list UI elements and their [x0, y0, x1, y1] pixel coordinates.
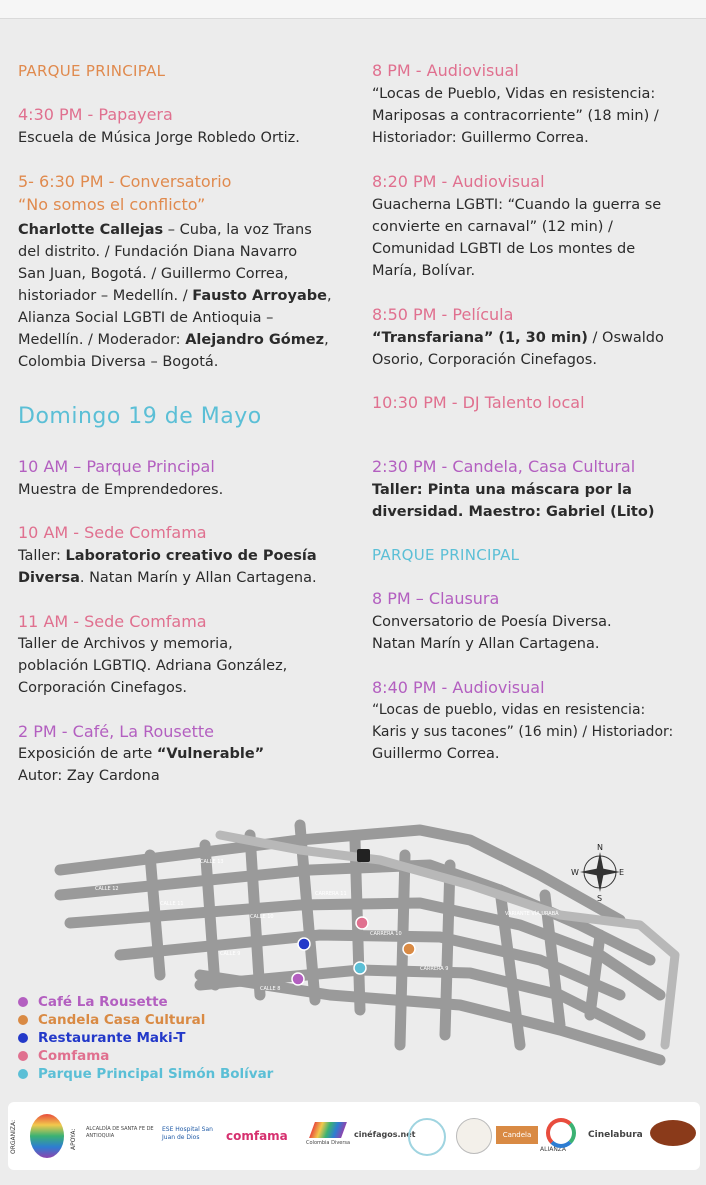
- section-title: PARQUE PRINCIPAL: [372, 546, 520, 564]
- event-text: [18, 545, 317, 568]
- street-label: CARRERA 11: [315, 891, 347, 897]
- event-text: Taller de Archivos y memoria,: [18, 636, 233, 652]
- top-bar: [0, 0, 706, 19]
- text: historiador – Medellín. /: [18, 288, 193, 304]
- event-text: Karis y sus tacones” (16 min) / Historiador:: [372, 724, 674, 740]
- event-text: convierte en carnaval” (12 min) /: [372, 219, 613, 235]
- logo-candela: Candela: [496, 1126, 538, 1144]
- text: / Oswaldo: [587, 330, 664, 346]
- compass-e: E: [619, 868, 625, 877]
- legend-item: [18, 1065, 273, 1083]
- event-title: 10:30 PM - DJ Talento local: [372, 393, 585, 412]
- event-text: Guillermo Correa.: [372, 746, 500, 762]
- event-text: Osorio, Corporación Cinefagos.: [372, 352, 597, 368]
- event-text: [372, 479, 632, 502]
- compass-w: W: [571, 868, 579, 877]
- apoya-label: APOYA:: [70, 1128, 77, 1150]
- text: Exposición de arte: [18, 746, 157, 762]
- event-title: 8 PM - Audiovisual: [372, 61, 519, 80]
- event-title: 4:30 PM - Papayera: [18, 105, 173, 124]
- circle-logo-icon: [408, 1118, 446, 1156]
- map-legend: [18, 993, 273, 1083]
- legend-label: Candela Casa Cultural: [38, 1012, 206, 1028]
- event-title: 8:40 PM - Audiovisual: [372, 678, 545, 697]
- event-text: Autor: Zay Cardona: [18, 768, 160, 784]
- marker-cafe-la-rousette[interactable]: [292, 973, 304, 985]
- event-title: 8:20 PM - Audiovisual: [372, 172, 545, 191]
- logo-colombia-diversa: Colombia Diversa: [306, 1140, 351, 1146]
- event-text: población LGBTIQ. Adriana González,: [18, 658, 288, 674]
- street-label: CALLE 10: [250, 914, 274, 920]
- speaker-name: Fausto Arroyabe: [192, 288, 327, 304]
- event-title: 5- 6:30 PM - Conversatorio: [18, 172, 232, 191]
- day-heading: Domingo 19 de Mayo: [18, 404, 262, 429]
- logo-comfama: comfama: [226, 1129, 288, 1143]
- street-label: CALLE 9: [220, 951, 241, 957]
- colombia-diversa-flag-icon: [309, 1122, 347, 1138]
- event-text: San Juan, Bogotá. / Guillermo Correa,: [18, 266, 289, 282]
- workshop-name: Taller: Pinta una máscara por la: [372, 482, 632, 498]
- logo-alcaldia: ALCALDÍA DE SANTA FE DE ANTIOQUIA: [86, 1126, 154, 1139]
- event-title: 11 AM - Sede Comfama: [18, 612, 207, 631]
- compass-n: N: [597, 843, 603, 852]
- event-text: [372, 501, 654, 524]
- legend-item: [18, 1047, 273, 1065]
- event-text: “Locas de Pueblo, Vidas en resistencia:: [372, 86, 656, 102]
- legend-dot: [18, 1033, 28, 1043]
- legend-item: [18, 1029, 273, 1047]
- organiza-label: ORGANIZA:: [10, 1119, 17, 1154]
- event-text: María, Bolívar.: [372, 263, 476, 279]
- sponsor-logos: [8, 1102, 700, 1170]
- street-label: CARRERA 10: [370, 931, 402, 937]
- legend-item: [18, 993, 273, 1011]
- legend-dot: [18, 1051, 28, 1061]
- street-label: CALLE 13: [200, 859, 224, 865]
- marker-parque[interactable]: [354, 962, 366, 974]
- event-title: 2 PM - Café, La Rousette: [18, 722, 214, 741]
- legend-dot: [18, 1069, 28, 1079]
- legend-label: Comfama: [38, 1048, 110, 1064]
- logo-alianza: ALIANZA: [540, 1146, 567, 1153]
- text: Taller:: [18, 548, 66, 564]
- legend-label: Restaurante Maki-T: [38, 1030, 186, 1046]
- event-text: [18, 219, 312, 242]
- event-text: Comunidad LGBTI de Los montes de: [372, 241, 636, 257]
- event-text: Alianza Social LGBTI de Antioquia –: [18, 310, 274, 326]
- event-text: Natan Marín y Allan Cartagena.: [372, 636, 600, 652]
- event-text: Escuela de Música Jorge Robledo Ortiz.: [18, 130, 300, 146]
- text: ,: [326, 288, 332, 304]
- street-label: CALLE 12: [95, 886, 119, 892]
- event-text: Guacherna LGBTI: “Cuando la guerra se: [372, 197, 662, 213]
- street-label: VARIANTE VÍA URABÁ: [505, 911, 559, 917]
- event-text: Colombia Diversa – Bogotá.: [18, 354, 219, 370]
- marker-maki-t[interactable]: [298, 938, 310, 950]
- street-label: CARRERA 9: [420, 966, 449, 972]
- speaker-name: Alejandro Gómez: [185, 332, 325, 348]
- bus-stop-icon: [357, 849, 370, 862]
- event-text: [18, 329, 329, 352]
- speaker-name: Charlotte Callejas: [18, 222, 164, 238]
- street-label: CALLE 11: [160, 901, 184, 907]
- text: Medellín. / Moderador:: [18, 332, 186, 348]
- event-title: 2:30 PM - Candela, Casa Cultural: [372, 457, 636, 476]
- event-text: del distrito. / Fundación Diana Navarro: [18, 244, 298, 260]
- text: – Cuba, la voz Trans: [163, 222, 312, 238]
- workshop-name: diversidad. Maestro: Gabriel (Lito): [372, 504, 655, 520]
- logo-hospital: ESE Hospital San Juan de Dios: [162, 1126, 213, 1141]
- event-text: [18, 567, 317, 590]
- event-text: [18, 285, 332, 308]
- logo-cinelabura: Cinelabura: [588, 1130, 643, 1140]
- legend-dot: [18, 1015, 28, 1025]
- logo-cinefagos: cinéfagos.net: [354, 1130, 416, 1139]
- event-text: Conversatorio de Poesía Diversa.: [372, 614, 612, 630]
- compass-s: S: [597, 894, 603, 903]
- marker-candela[interactable]: [403, 943, 415, 955]
- street-label: CALLE 8: [260, 986, 281, 992]
- alianza-ring-icon: [546, 1118, 576, 1148]
- event-title: 8:50 PM - Película: [372, 305, 514, 324]
- event-title: 10 AM – Parque Principal: [18, 457, 215, 476]
- event-text: “Locas de pueblo, vidas en resistencia:: [372, 702, 646, 718]
- artwork-name: “Vulnerable”: [156, 746, 265, 762]
- circle-logo-icon: [456, 1118, 492, 1154]
- film-name: “Transfariana” (1, 30 min): [372, 330, 588, 346]
- event-title: 10 AM - Sede Comfama: [18, 523, 207, 542]
- event-text: Historiador: Guillermo Correa.: [372, 130, 589, 146]
- organizer-logo: [30, 1114, 64, 1158]
- workshop-name: Diversa: [18, 570, 80, 586]
- event-text: [18, 743, 264, 766]
- event-text: Muestra de Emprendedores.: [18, 482, 224, 498]
- event-text: Mariposas a contracorriente” (18 min) /: [372, 108, 659, 124]
- marker-comfama[interactable]: [356, 917, 368, 929]
- text: . Natan Marín y Allan Cartagena.: [79, 570, 317, 586]
- event-text: Corporación Cinefagos.: [18, 680, 188, 696]
- brand-logo-icon: [650, 1120, 696, 1146]
- section-title: PARQUE PRINCIPAL: [18, 62, 166, 80]
- event-title: 8 PM – Clausura: [372, 589, 500, 608]
- event-subtitle: “No somos el conflicto”: [18, 195, 206, 214]
- workshop-name: Laboratorio creativo de Poesía: [65, 548, 317, 564]
- legend-label: Café La Rousette: [38, 994, 168, 1010]
- legend-item: [18, 1011, 273, 1029]
- event-text: [372, 327, 664, 350]
- text: ,: [324, 332, 329, 348]
- legend-dot: [18, 997, 28, 1007]
- legend-label: Parque Principal Simón Bolívar: [38, 1066, 274, 1082]
